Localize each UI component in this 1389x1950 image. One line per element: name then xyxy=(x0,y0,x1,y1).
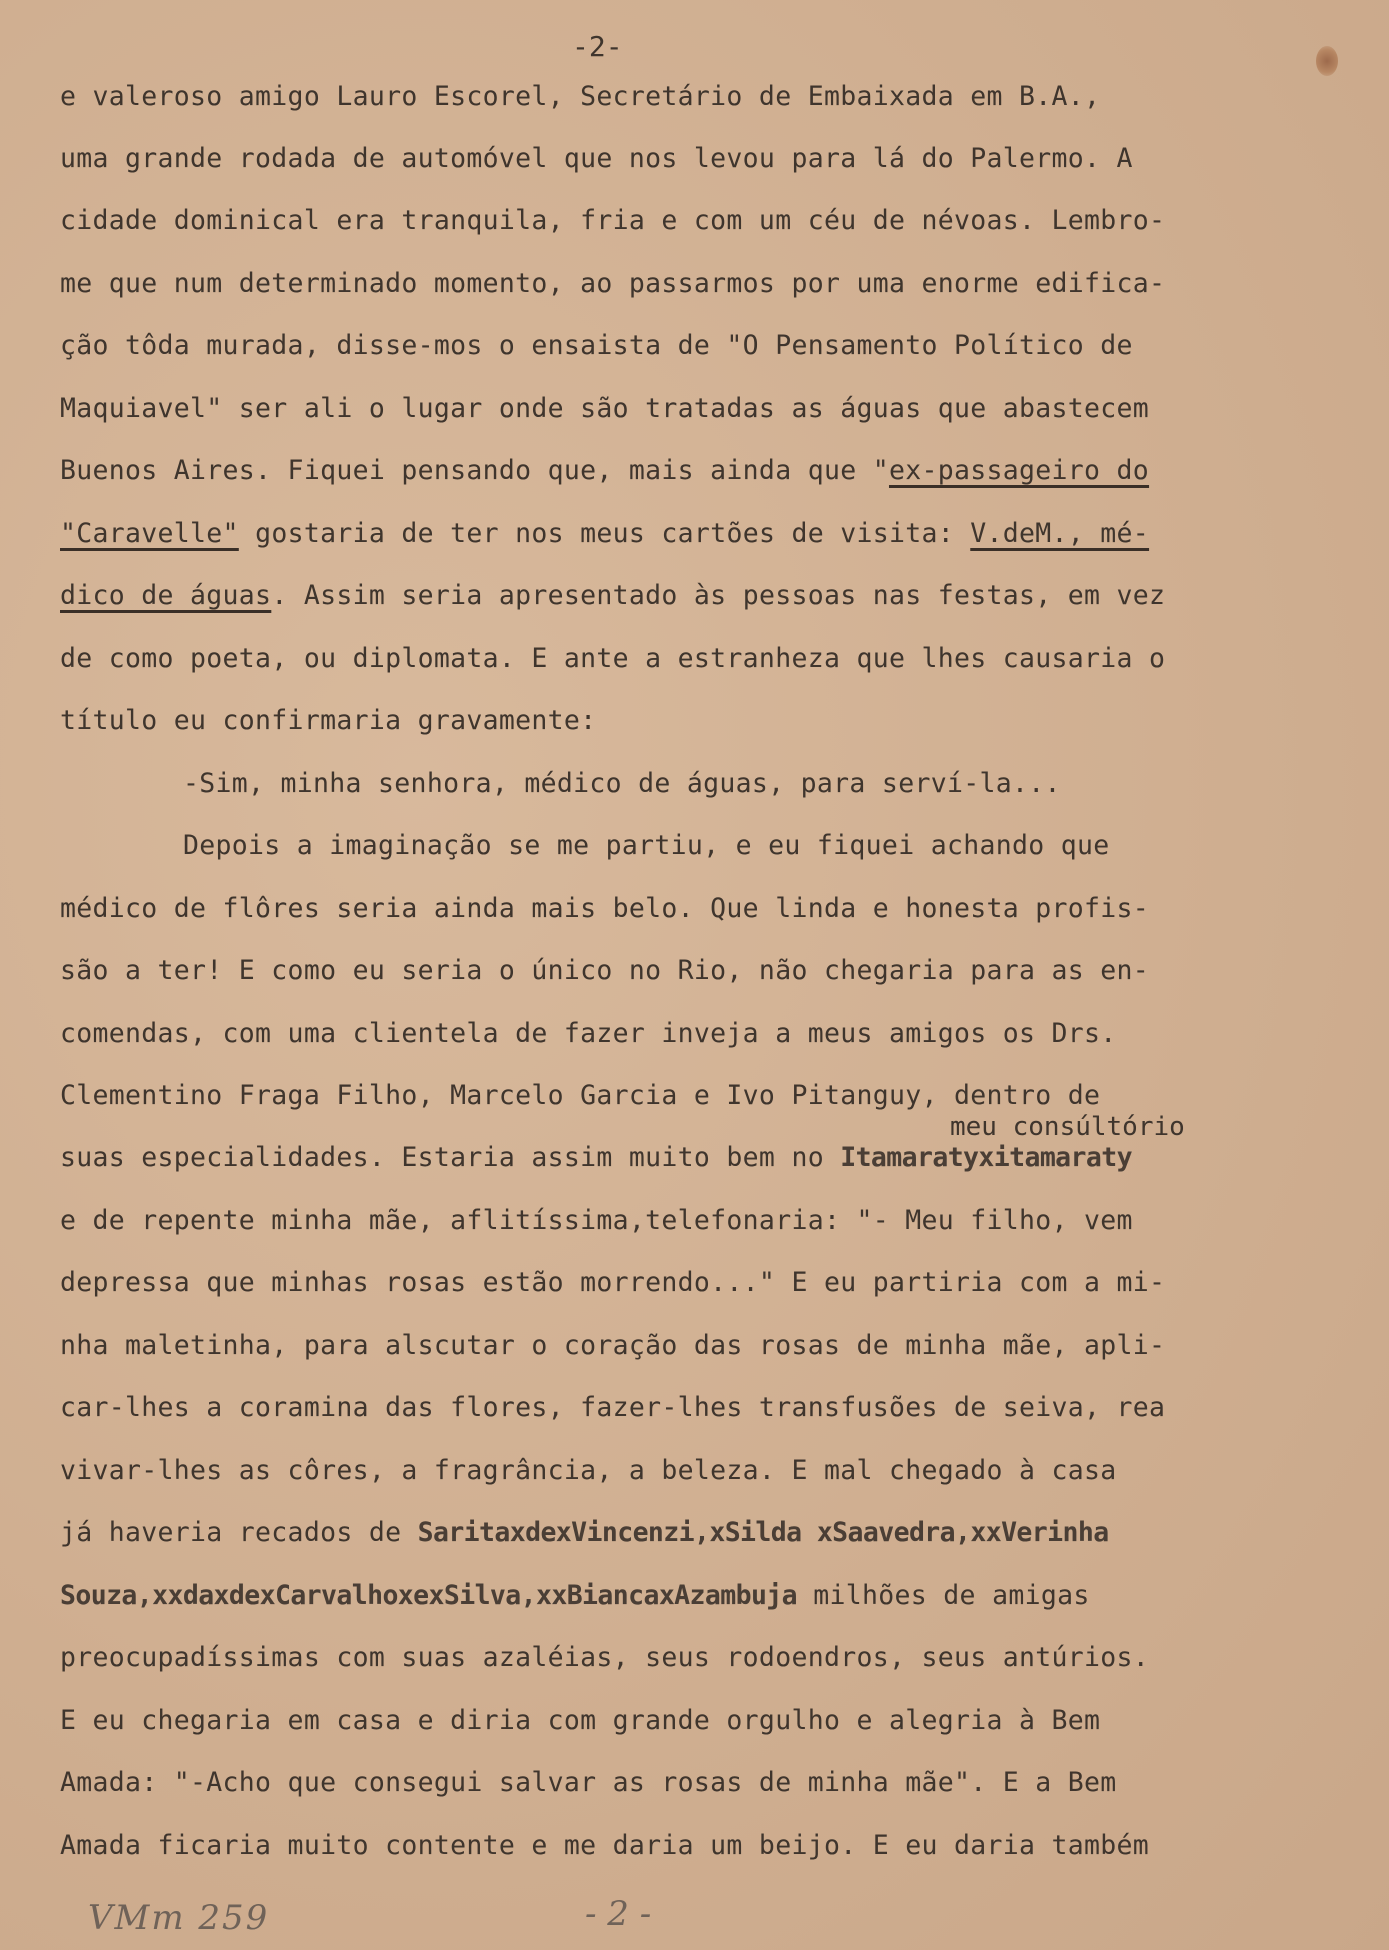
text-line: vivar-lhes as côres, a fragrância, a beleza. E mal chegado à casa xyxy=(60,1455,1117,1486)
text-line: me que num determinado momento, ao passarmos por uma enorme edifica- xyxy=(60,268,1166,299)
page-number: -2- xyxy=(572,30,623,63)
underlined-text: V.deM., mé- xyxy=(970,518,1150,549)
interlinear-insertion: meu consúltório xyxy=(950,1112,1185,1142)
text-line: car-lhes a coramina das flores, fazer-lhes transfusões de seiva, rea xyxy=(60,1392,1166,1423)
text-line: e de repente minha mãe, aflitíssima,telefonaria: "- Meu filho, vem xyxy=(60,1205,1133,1236)
quote-line: -Sim, minha senhora, médico de águas, para serví-la... xyxy=(183,768,1061,799)
text-line xyxy=(60,519,1149,549)
text-line: uma grande rodada de automóvel que nos levou para lá do Palermo. A xyxy=(60,143,1133,174)
text-segment: já haveria recados de xyxy=(60,1517,418,1548)
text-line: comendas, com uma clientela de fazer inveja a meus amigos os Drs. xyxy=(60,1018,1117,1049)
text-line: cidade dominical era tranquila, fria e com um céu de névoas. Lembro- xyxy=(60,205,1166,236)
text-segment: Buenos Aires. Fiquei pensando que, mais ainda que " xyxy=(60,455,889,486)
text-line: nha maletinha, para alscutar o coração das rosas de minha mãe, apli- xyxy=(60,1330,1166,1361)
text-line: são a ter! E como eu seria o único no Rio, não chegaria para as en- xyxy=(60,955,1150,986)
stain-mark xyxy=(1316,46,1338,76)
text-segment: . Assim seria apresentado às pessoas nas festas, em vez xyxy=(271,580,1166,611)
text-line: de como poeta, ou diplomata. E ante a estranheza que lhes causaria o xyxy=(60,643,1166,674)
struck-out-text: SaritaxdexVincenzi,xSilda xSaavedra,xxVerinha xyxy=(417,1517,1109,1548)
text-line: Amada ficaria muito contente e me daria um beijo. E eu daria também xyxy=(60,1830,1150,1861)
text-line xyxy=(60,1518,1109,1548)
text-segment: milhões de amigas xyxy=(797,1580,1090,1611)
handwritten-page-number: - 2 - xyxy=(585,1894,652,1934)
text-line: médico de flôres seria ainda mais belo. Que linda e honesta profis- xyxy=(60,893,1150,924)
text-segment: gostaria de ter nos meus cartões de visita: xyxy=(238,518,971,549)
text-line xyxy=(60,1581,1090,1611)
text-line: e valeroso amigo Lauro Escorel, Secretário de Embaixada em B.A., xyxy=(60,81,1101,112)
text-line xyxy=(60,456,1149,486)
text-line xyxy=(60,1143,1132,1173)
text-line: Maquiavel" ser ali o lugar onde são tratadas as águas que abastecem xyxy=(60,393,1150,424)
underlined-text: ex-passageiro do xyxy=(888,455,1150,486)
text-line: depressa que minhas rosas estão morrendo..." E eu partiria com a mi- xyxy=(60,1267,1166,1298)
underlined-text: "Caravelle" xyxy=(60,518,239,549)
text-line xyxy=(60,581,1165,611)
text-line: Clementino Fraga Filho, Marcelo Garcia e Ivo Pitanguy, dentro de xyxy=(60,1080,1101,1111)
paragraph-start: Depois a imaginação se me partiu, e eu fiquei achando que xyxy=(183,830,1110,861)
text-line: preocupadíssimas com suas azaléias, seus rodoendros, seus antúrios. xyxy=(60,1642,1150,1673)
struck-out-text: Itamaratyxitamaraty xyxy=(840,1142,1132,1173)
text-line: Amada: "-Acho que consegui salvar as rosas de minha mãe". E a Bem xyxy=(60,1767,1117,1798)
text-segment: suas especialidades. Estaria assim muito bem no xyxy=(60,1142,841,1173)
text-line: E eu chegaria em casa e diria com grande orgulho e alegria à Bem xyxy=(60,1705,1101,1736)
underlined-text: dico de águas xyxy=(60,580,272,611)
handwritten-archive-code: VMm 259 xyxy=(88,1898,270,1938)
text-line: título eu confirmaria gravamente: xyxy=(60,705,597,736)
struck-out-text: Souza,xxdaxdexCarvalhoxexSilva,xxBiancaxAzambuja xyxy=(60,1580,798,1611)
text-line: ção tôda murada, disse-mos o ensaista de "O Pensamento Político de xyxy=(60,330,1133,361)
